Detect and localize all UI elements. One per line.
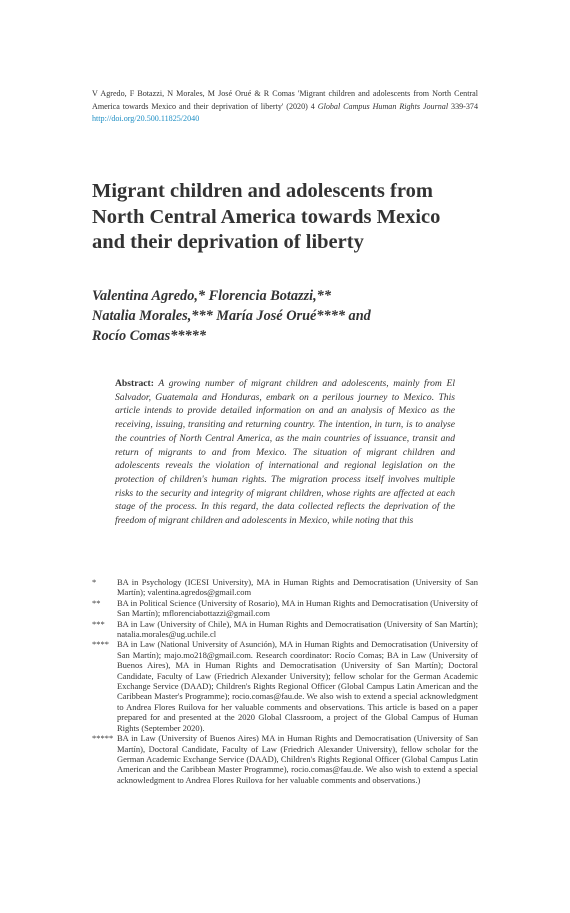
- author-line: Valentina Agredo,* Florencia Botazzi,**: [92, 288, 331, 304]
- citation-pages: 339-374: [448, 101, 479, 111]
- doi-link[interactable]: http://doi.org/20.500.11825/2040: [92, 114, 200, 123]
- footnote-mark: ***: [92, 618, 105, 629]
- footnote-mark: **: [92, 597, 101, 608]
- author-line: Natalia Morales,*** María José Orué**** and: [92, 308, 371, 324]
- author-list: [92, 286, 492, 346]
- footnote-text: BA in Law (University of Chile), MA in Human Rights and Democratisation (University of San Martín); natalia.morales@ug.uchile.cl: [117, 618, 478, 640]
- footnotes: [92, 577, 478, 785]
- article-title: [92, 179, 492, 256]
- journal-name: Global Campus Human Rights Journal: [317, 101, 449, 111]
- footnote-mark: *****: [92, 733, 114, 744]
- footnote-text: BA in Law (University of Buenos Aires) MA in Human Rights and Democratisation (University of San Martín), Doctoral Candidate, Faculty of Law (Friedrich Alexander University), fellow scholar for the German Academic Exchange Service (DAAD), Children's Rights Regional Officer (Global Campus Latin American and the Caribbean Master Programme), rocio.comas@fau.de. We also wish to extend a special acknowledgment to Andrea Flores Ruilova for her valuable comments and observations.): [117, 733, 478, 785]
- footnote-text: BA in Psychology (ICESI University), MA in Human Rights and Democratisation (University of San Martín); valentina.agredos@gmail.com: [117, 577, 478, 598]
- footnote-text: BA in Political Science (University of Rosario), MA in Human Rights and Democratisation (University of San Martín); mflorenciabottazzi@gmail.com: [117, 597, 478, 619]
- footnote: [92, 619, 478, 640]
- abstract-text: A growing number of migrant children and adolescents, mainly from El Salvador, Guatemala and Honduras, embark on a perilous journey to Mexico. This article intends to provide detailed information on and an analysis of Mexico as the receiving, issuing, transiting and returning country. The intention, in turn, is to analyse the countries of North Central America, as the main countries of issuance, transit and return of migrants to and from Mexico. The situation of migrant children and adolescents reveals the violation of international and regional legislation on the protection of children's human rights. The migration process itself involves multiple risks to the security and integrity of migrant children, whose rights are affected at each stage of the process. In this regard, the data collected reflects the deprivation of the freedom of migrant children and adolescents in Mexico, while noting that this: [115, 378, 455, 527]
- abstract: [115, 377, 455, 528]
- abstract-label: Abstract:: [115, 378, 154, 389]
- footnote-mark: *: [92, 577, 97, 587]
- footnote-text: BA in Law (National University of Asunción), MA in Human Rights and Democratisation (University of San Martín); majo.mo218@gmail.com. Research coordinator: Rocío Comas; BA in Law (University of Buenos Aires), MA in Human Rights and Democratisation (University of San Martín); Doctoral Candidate, Faculty of Law (Friedrich Alexander University); fellow scholar for the German Academic Exchange Service (DAAD); Children's Rights Regional Officer (Global Campus Latin American and the Caribbean Master's Programme); rocio.comas@fau.de. We also wish to extend a special acknowledgment to Andrea Flores Ruilova for her valuable comments and observations. This article is based on a paper prepared for and presented at the 2020 Global Classroom, a project of the Global Campus of Human Rights (September 2020).: [117, 639, 478, 733]
- footnote: [92, 639, 478, 733]
- footnote: [92, 733, 478, 785]
- footnote: [92, 577, 478, 598]
- footnote-mark: ****: [92, 639, 109, 650]
- title-line: Migrant children and adolescents from: [92, 180, 433, 202]
- title-line: North Central America towards Mexico: [92, 205, 441, 228]
- citation: [92, 88, 478, 126]
- author-line: Rocío Comas*****: [92, 328, 206, 344]
- citation-text: V Agredo, F Botazzi, N Morales, M José Orué & R Comas 'Migrant children and adolescents from North Central America towards Mexico and their deprivation of liberty' (2020) 4: [92, 89, 478, 111]
- footnote: [92, 598, 478, 619]
- title-line: and their deprivation of liberty: [92, 231, 364, 253]
